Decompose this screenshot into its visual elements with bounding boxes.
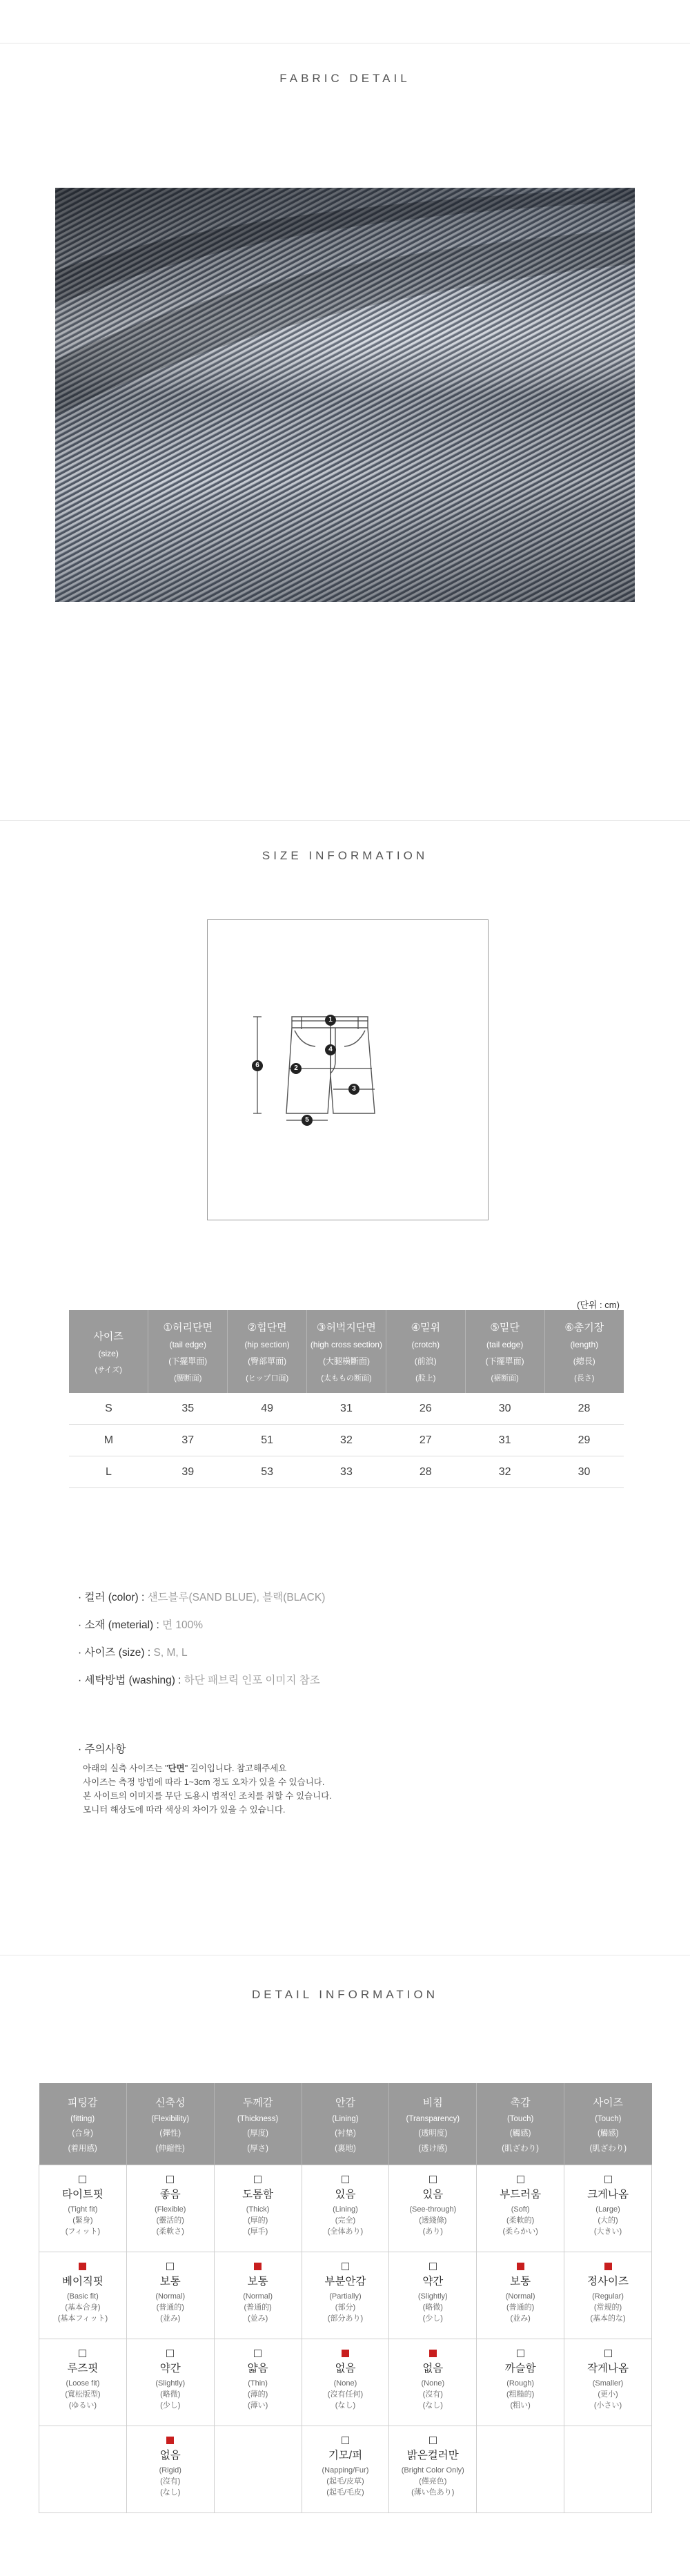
detail-option-sublabel: (Rough) — [506, 2379, 535, 2388]
size-cell: 29 — [544, 1425, 624, 1456]
detail-option-sublabel: (沒有) — [160, 2477, 181, 2486]
size-table-header-row — [69, 1310, 624, 1393]
detail-option-sublabel: (Thick) — [246, 2205, 270, 2214]
unchecked-box-icon — [517, 2350, 524, 2357]
table-row — [39, 2426, 652, 2513]
detail-table-header-row — [39, 2083, 652, 2165]
size-cell: L — [69, 1456, 148, 1488]
size-cell: 31 — [307, 1393, 386, 1425]
caution-line: 사이즈는 측정 방법에 따라 1~3cm 정도 오차가 있을 수 있습니다. — [83, 1777, 325, 1787]
detail-option-label: 작게나옴 — [587, 2363, 629, 2374]
detail-option-sublabel: (基本フィット) — [57, 2314, 108, 2323]
size-cell: 37 — [148, 1425, 228, 1456]
detail-option — [477, 2252, 564, 2324]
size-unit-label: (단위 : cm) — [577, 1300, 620, 1310]
detail-option-label: 없음 — [335, 2363, 356, 2374]
detail-option-sublabel: (基本合身) — [65, 2303, 101, 2312]
detail-option-sublabel: (部分あり) — [327, 2314, 364, 2323]
checked-box-icon — [429, 2350, 437, 2357]
table-row — [69, 1393, 624, 1425]
detail-option — [127, 2165, 214, 2237]
detail-option-sublabel: (なし) — [160, 2488, 181, 2497]
detail-option-sublabel: (少し) — [422, 2314, 443, 2323]
detail-option-label: 정사이즈 — [587, 2276, 629, 2287]
detail-option-sublabel: (沒有任何) — [327, 2390, 364, 2399]
detail-option — [39, 2339, 126, 2411]
detail-option — [564, 2165, 651, 2237]
detail-option-sublabel: (See-through) — [409, 2205, 457, 2214]
info-color: · 컬러 (color) : 샌드블루(SAND BLUE), 블랙(BLACK) — [78, 1592, 326, 1603]
detail-option-sublabel: (少し) — [160, 2401, 181, 2410]
size-cell: 27 — [386, 1425, 465, 1456]
detail-option-sublabel: (沒有) — [422, 2390, 443, 2399]
size-table — [69, 1310, 624, 1488]
detail-cell — [389, 2165, 477, 2252]
detail-option-sublabel: (緊身) — [72, 2216, 93, 2225]
unchecked-box-icon — [342, 2437, 349, 2444]
detail-option-sublabel: (なし) — [335, 2401, 356, 2410]
table-row — [39, 2339, 652, 2426]
detail-option — [564, 2252, 651, 2324]
detail-option-sublabel: (普通的) — [156, 2303, 184, 2312]
fabric-section-title: FABRIC DETAIL — [279, 72, 411, 85]
detail-option-sublabel: (Regular) — [592, 2292, 624, 2301]
table-row — [39, 2252, 652, 2339]
size-cell: 31 — [465, 1425, 544, 1456]
detail-option-sublabel: (大きい) — [593, 2227, 622, 2236]
detail-option — [389, 2426, 476, 2498]
detail-option-sublabel: (あり) — [422, 2227, 443, 2236]
shorts-diagram-svg — [208, 920, 488, 1220]
detail-cell — [214, 2252, 302, 2339]
detail-option-sublabel: (ゆるい) — [68, 2401, 97, 2410]
detail-option-sublabel: (柔軟さ) — [156, 2227, 184, 2236]
detail-option-label: 도톰함 — [242, 2189, 274, 2201]
info-washing: · 세탁방법 (washing) : 하단 패브릭 인포 이미지 참조 — [78, 1675, 320, 1686]
detail-option — [477, 2165, 564, 2237]
detail-cell — [39, 2426, 127, 2513]
unchecked-box-icon — [429, 2263, 437, 2270]
size-cell: 49 — [228, 1393, 307, 1425]
size-section-title: SIZE INFORMATION — [262, 849, 428, 862]
shorts-size-diagram — [207, 919, 489, 1220]
detail-option-sublabel: (透綫條) — [419, 2216, 447, 2225]
detail-cell — [214, 2165, 302, 2252]
detail-option-sublabel: (完全) — [335, 2216, 356, 2225]
detail-cell — [302, 2426, 389, 2513]
unchecked-box-icon — [429, 2176, 437, 2183]
detail-option-sublabel: (Normal) — [505, 2292, 535, 2301]
detail-cell — [126, 2252, 214, 2339]
checked-box-icon — [604, 2263, 612, 2270]
size-cell: 28 — [544, 1393, 624, 1425]
detail-option-sublabel: (Smaller) — [592, 2379, 624, 2388]
detail-header-size: 사이즈 (Touch) (觸感) (肌ざわり) — [564, 2083, 652, 2165]
detail-option-sublabel: (Flexible) — [155, 2205, 186, 2214]
detail-cell — [389, 2252, 477, 2339]
detail-option — [39, 2252, 126, 2324]
checked-box-icon — [166, 2437, 174, 2444]
detail-option-sublabel: (略微) — [422, 2303, 443, 2312]
detail-option-sublabel: (起毛/皮草) — [326, 2477, 364, 2486]
detail-option-sublabel: (Loose fit) — [66, 2379, 100, 2388]
detail-cell — [564, 2426, 652, 2513]
detail-option-sublabel: (基本的な) — [590, 2314, 626, 2323]
unchecked-box-icon — [166, 2350, 174, 2357]
detail-option-sublabel: (None) — [333, 2379, 357, 2388]
detail-option-label: 크게나옴 — [587, 2189, 629, 2201]
size-header-thigh: ③허벅지단면 (high cross section) (大腿橫斷面) (太ももの断面) — [307, 1310, 386, 1393]
size-cell: 26 — [386, 1393, 465, 1425]
detail-option-label: 타이트핏 — [61, 2189, 103, 2201]
detail-option-sublabel: (柔らかい) — [502, 2227, 538, 2236]
detail-option-label: 베이직핏 — [61, 2276, 103, 2287]
detail-option — [302, 2252, 389, 2324]
info-material: · 소재 (meterial) : 면 100% — [78, 1619, 204, 1631]
caution-line: 모니터 해상도에 따라 색상의 차이가 있을 수 있습니다. — [83, 1805, 286, 1815]
detail-table-body — [39, 2165, 652, 2513]
detail-option — [389, 2339, 476, 2411]
detail-option-sublabel: (小さい) — [593, 2401, 622, 2410]
detail-option-sublabel: (Slightly) — [155, 2379, 186, 2388]
detail-option-label: 얇음 — [247, 2363, 268, 2374]
size-cell: 53 — [228, 1456, 307, 1488]
detail-cell — [214, 2339, 302, 2426]
detail-cell — [39, 2165, 127, 2252]
detail-option-sublabel: (全体あり) — [327, 2227, 364, 2236]
detail-option-sublabel: (粗糙的) — [506, 2390, 535, 2399]
size-header-length: ⑥총기장 (length) (總長) (長さ) — [544, 1310, 624, 1393]
detail-option-sublabel: (Large) — [595, 2205, 620, 2214]
detail-option-label: 보통 — [159, 2276, 181, 2287]
unchecked-box-icon — [254, 2176, 262, 2183]
detail-option-sublabel: (薄い色あり) — [411, 2488, 455, 2497]
table-row — [69, 1425, 624, 1456]
info-size: · 사이즈 (size) : S, M, L — [78, 1647, 188, 1659]
detail-option-sublabel: (並み) — [160, 2314, 181, 2323]
detail-option-sublabel: (大的) — [598, 2216, 618, 2225]
size-cell: 32 — [307, 1425, 386, 1456]
detail-option-label: 약간 — [422, 2276, 444, 2287]
detail-cell — [126, 2339, 214, 2426]
detail-cell — [389, 2426, 477, 2513]
detail-table — [39, 2083, 652, 2513]
detail-option-sublabel: (Napping/Fur) — [322, 2466, 369, 2475]
detail-option — [215, 2252, 302, 2324]
unchecked-box-icon — [79, 2176, 86, 2183]
detail-option-sublabel: (なし) — [422, 2401, 443, 2410]
size-header-rise: ④밑위 (crotch) (前浪) (股上) — [386, 1310, 465, 1393]
detail-option-sublabel: (薄的) — [247, 2390, 268, 2399]
detail-cell — [39, 2252, 127, 2339]
detail-cell — [389, 2339, 477, 2426]
size-header-hem: ⑤밑단 (tail edge) (下擺單面) (裾断面) — [465, 1310, 544, 1393]
detail-option — [302, 2339, 389, 2411]
unchecked-box-icon — [342, 2176, 349, 2183]
caution-title: · 주의사항 — [78, 1744, 126, 1755]
detail-option-sublabel: (並み) — [510, 2314, 531, 2323]
detail-option-label: 보통 — [247, 2276, 268, 2287]
detail-option-label: 보통 — [510, 2276, 531, 2287]
detail-option-sublabel: (粗い) — [510, 2401, 531, 2410]
caution-line: 본 사이트의 이미지를 무단 도용시 법적인 조치를 취할 수 있습니다. — [83, 1791, 332, 1801]
detail-option — [39, 2165, 126, 2237]
detail-option-sublabel: (常規的) — [593, 2303, 622, 2312]
detail-option-label: 기모/퍼 — [328, 2450, 363, 2461]
detail-option-label: 없음 — [422, 2363, 444, 2374]
detail-option-label: 약간 — [159, 2363, 181, 2374]
detail-option-sublabel: (Bright Color Only) — [401, 2466, 464, 2475]
detail-cell — [477, 2426, 564, 2513]
marker-hem: 5 — [302, 1115, 313, 1126]
divider-fabric-size — [0, 820, 690, 821]
detail-option-sublabel: (厚手) — [247, 2227, 268, 2236]
detail-option-label: 까슬함 — [504, 2363, 536, 2374]
unchecked-box-icon — [604, 2176, 612, 2183]
detail-option-sublabel: (寬松版型) — [65, 2390, 101, 2399]
detail-option — [302, 2426, 389, 2498]
detail-header-fitting: 피팅감 (fitting) (合身) (着用感) — [39, 2083, 127, 2165]
detail-option-sublabel: (Tight fit) — [68, 2205, 98, 2214]
detail-cell — [126, 2426, 214, 2513]
detail-option-sublabel: (Normal) — [155, 2292, 186, 2301]
detail-option-label: 밝은컬러만 — [406, 2450, 459, 2461]
detail-header-thickness: 두께감 (Thickness) (厚度) (厚さ) — [214, 2083, 302, 2165]
detail-option-sublabel: (None) — [421, 2379, 445, 2388]
detail-option-sublabel: (略微) — [160, 2390, 181, 2399]
checked-box-icon — [254, 2263, 262, 2270]
size-header-waist: ①허리단면 (tail edge) (下擺單面) (腰断面) — [148, 1310, 228, 1393]
detail-option — [389, 2165, 476, 2237]
detail-option-sublabel: (部分) — [335, 2303, 356, 2312]
size-cell: M — [69, 1425, 148, 1456]
checked-box-icon — [342, 2350, 349, 2357]
detail-option — [477, 2339, 564, 2411]
detail-cell — [564, 2252, 652, 2339]
detail-header-flexibility: 신축성 (Flexibility) (彈性) (伸縮性) — [126, 2083, 214, 2165]
detail-header-touch: 촉감 (Touch) (觸感) (肌ざわり) — [477, 2083, 564, 2165]
unchecked-box-icon — [166, 2263, 174, 2270]
detail-option-sublabel: (フィット) — [65, 2227, 101, 2236]
detail-cell — [477, 2252, 564, 2339]
unchecked-box-icon — [604, 2350, 612, 2357]
detail-cell — [477, 2339, 564, 2426]
size-cell: 30 — [465, 1393, 544, 1425]
unchecked-box-icon — [517, 2176, 524, 2183]
detail-option-label: 좋음 — [159, 2189, 181, 2201]
marker-hip: 2 — [290, 1063, 302, 1074]
detail-header-transparency: 비침 (Transparency) (透明度) (透け感) — [389, 2083, 477, 2165]
caution-line: 아래의 실측 사이즈는 "단면" 길이입니다. 참고해주세요 — [83, 1764, 287, 1773]
detail-option-sublabel: (Partially) — [329, 2292, 362, 2301]
detail-option-label: 없음 — [159, 2450, 181, 2461]
detail-option — [564, 2339, 651, 2411]
detail-option-sublabel: (Slightly) — [417, 2292, 448, 2301]
marker-thigh: 3 — [348, 1084, 359, 1095]
detail-cell — [39, 2339, 127, 2426]
detail-option-sublabel: (柔軟的) — [506, 2216, 535, 2225]
size-cell: 33 — [307, 1456, 386, 1488]
detail-option-sublabel: (普通的) — [506, 2303, 535, 2312]
detail-cell — [477, 2165, 564, 2252]
detail-option-sublabel: (Normal) — [243, 2292, 273, 2301]
detail-section-title: DETAIL INFORMATION — [251, 1988, 439, 2001]
detail-option — [127, 2339, 214, 2411]
table-row — [69, 1456, 624, 1488]
detail-option-sublabel: (Soft) — [511, 2205, 530, 2214]
detail-cell — [302, 2339, 389, 2426]
fabric-photo — [55, 188, 635, 602]
detail-option — [127, 2426, 214, 2498]
checked-box-icon — [79, 2263, 86, 2270]
marker-length: 6 — [252, 1060, 263, 1071]
detail-option — [389, 2252, 476, 2324]
detail-option-sublabel: (靈活的) — [156, 2216, 184, 2225]
unchecked-box-icon — [342, 2263, 349, 2270]
size-header-hip: ②힙단면 (hip section) (臀部單面) (ヒップ口面) — [228, 1310, 307, 1393]
detail-option-label: 루즈핏 — [67, 2363, 99, 2374]
detail-option — [215, 2165, 302, 2237]
table-row — [39, 2165, 652, 2252]
detail-option-sublabel: (並み) — [247, 2314, 268, 2323]
detail-option-sublabel: (更小) — [598, 2390, 618, 2399]
size-cell: 28 — [386, 1456, 465, 1488]
size-cell: S — [69, 1393, 148, 1425]
size-cell: 30 — [544, 1456, 624, 1488]
unchecked-box-icon — [166, 2176, 174, 2183]
detail-option-sublabel: (起毛/毛皮) — [326, 2488, 364, 2497]
size-cell: 35 — [148, 1393, 228, 1425]
detail-option-label: 있음 — [335, 2189, 356, 2201]
marker-waist: 1 — [325, 1015, 336, 1026]
detail-option-sublabel: (普通的) — [244, 2303, 272, 2312]
detail-option — [127, 2252, 214, 2324]
detail-option-sublabel: (Basic fit) — [67, 2292, 99, 2301]
detail-cell — [302, 2252, 389, 2339]
checked-box-icon — [517, 2263, 524, 2270]
size-cell: 39 — [148, 1456, 228, 1488]
detail-option-label: 있음 — [422, 2189, 444, 2201]
detail-header-lining: 안감 (Lining) (衬垫) (裏地) — [302, 2083, 389, 2165]
unchecked-box-icon — [79, 2350, 86, 2357]
unchecked-box-icon — [429, 2437, 437, 2444]
size-cell: 51 — [228, 1425, 307, 1456]
detail-cell — [302, 2165, 389, 2252]
detail-cell — [214, 2426, 302, 2513]
detail-option-label: 부분안감 — [324, 2276, 366, 2287]
detail-option-label: 부드러움 — [500, 2189, 542, 2201]
detail-cell — [126, 2165, 214, 2252]
unchecked-box-icon — [254, 2350, 262, 2357]
detail-option — [215, 2339, 302, 2411]
detail-option-sublabel: (Lining) — [333, 2205, 358, 2214]
detail-option-sublabel: (Rigid) — [159, 2466, 181, 2475]
detail-option-sublabel: (厚的) — [247, 2216, 268, 2225]
detail-cell — [564, 2339, 652, 2426]
detail-option — [302, 2165, 389, 2237]
detail-option-sublabel: (薄い) — [247, 2401, 268, 2410]
marker-rise: 4 — [325, 1044, 336, 1055]
detail-cell — [564, 2165, 652, 2252]
detail-option-sublabel: (Thin) — [248, 2379, 268, 2388]
size-header-size: 사이즈 (size) (サイズ) — [69, 1310, 148, 1393]
size-cell: 32 — [465, 1456, 544, 1488]
detail-option-sublabel: (僅亮色) — [419, 2477, 447, 2486]
